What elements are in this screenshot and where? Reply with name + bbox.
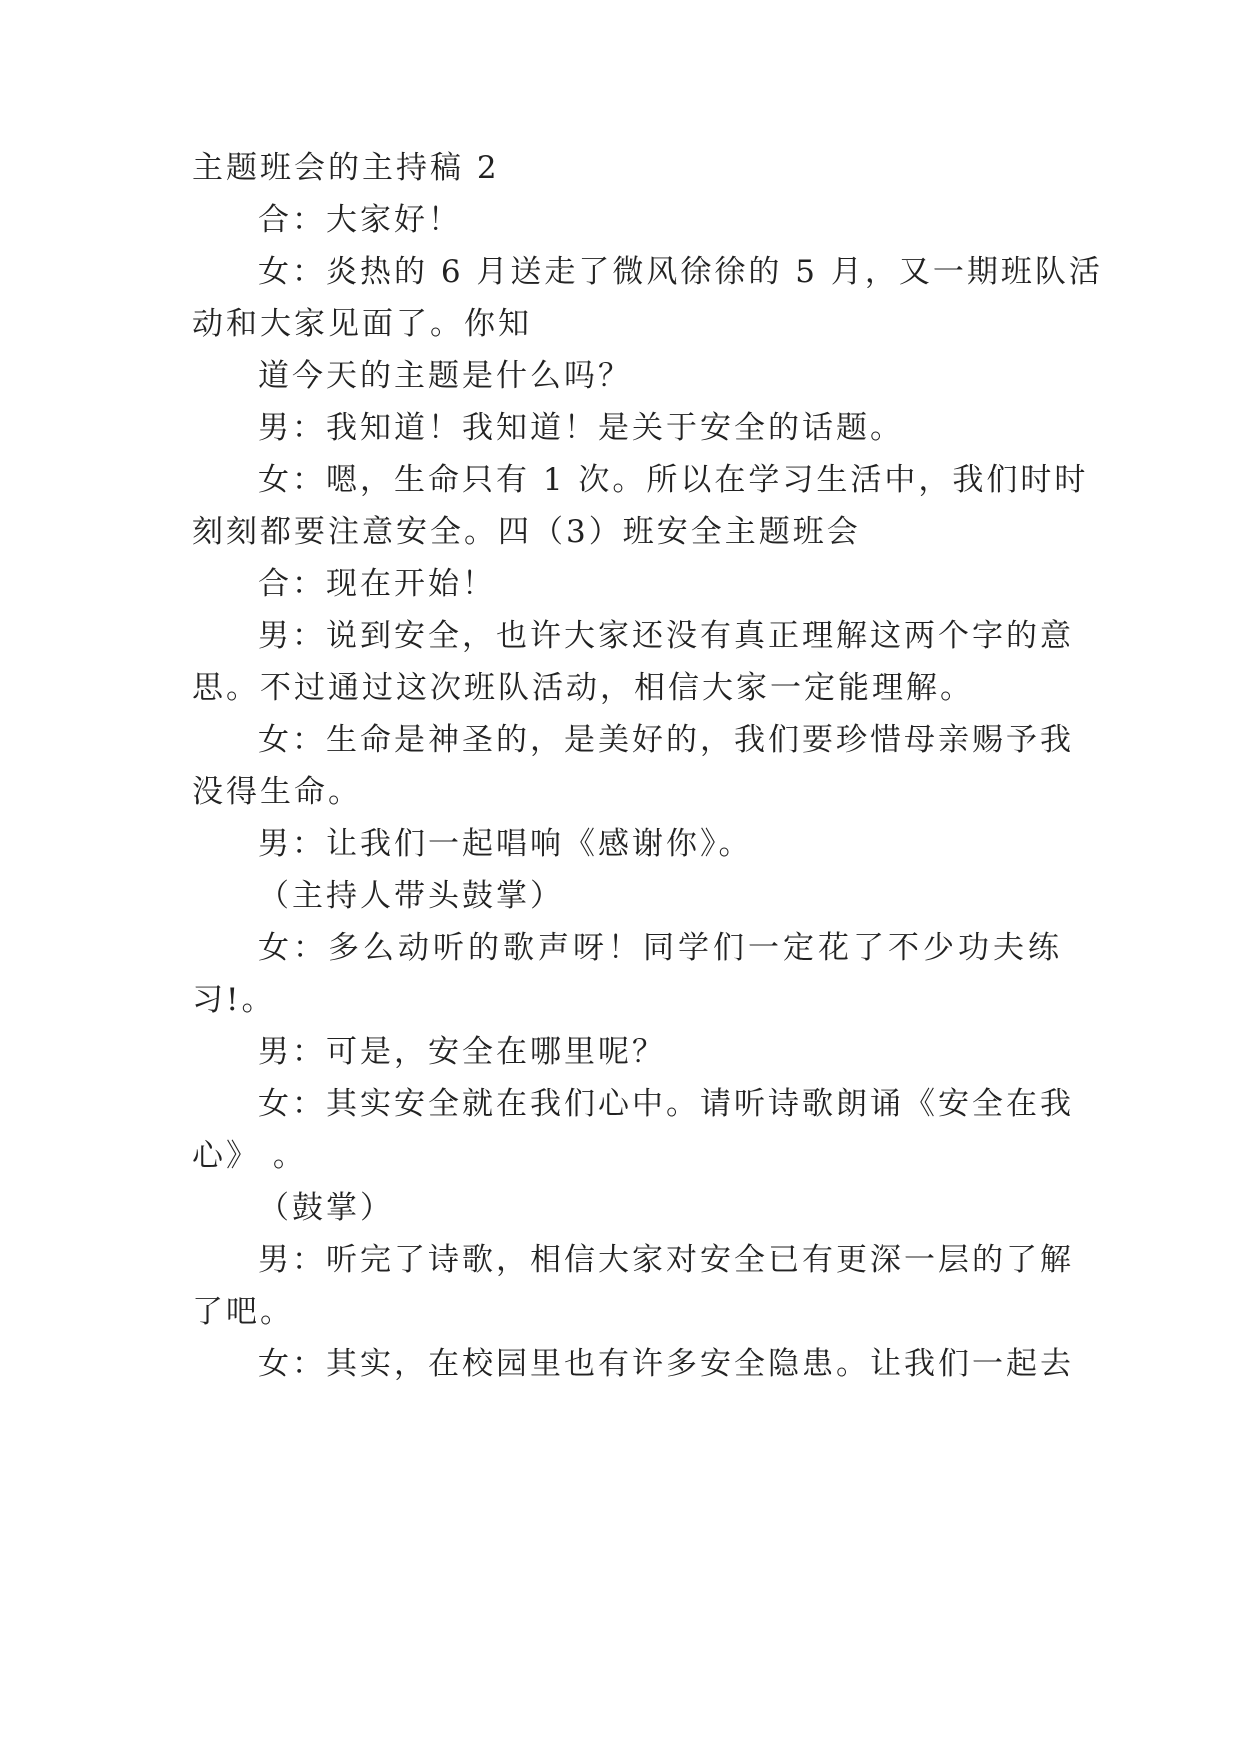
paragraph-line: 动和大家见面了。你知 xyxy=(192,306,532,342)
paragraph-line: （主持人带头鼓掌） xyxy=(258,878,564,914)
paragraph-line: 没得生命。 xyxy=(192,774,362,810)
paragraph-line: 合：现在开始！ xyxy=(258,566,496,602)
paragraph-line: 男：我知道！我知道！是关于安全的话题。 xyxy=(258,410,904,446)
paragraph-line: 男：让我们一起唱响《感谢你》。 xyxy=(258,826,753,862)
paragraph-line: 心》 。 xyxy=(192,1138,307,1174)
paragraph-line: 男：可是，安全在哪里呢？ xyxy=(258,1034,666,1070)
paragraph-line: 刻刻都要注意安全。四（3）班安全主题班会 xyxy=(192,514,861,550)
paragraph-line: 女：生命是神圣的，是美好的，我们要珍惜母亲赐予我 xyxy=(258,722,1074,758)
document-title: 主题班会的主持稿 2 xyxy=(192,150,500,186)
paragraph-line: 女：其实，在校园里也有许多安全隐患。让我们一起去 xyxy=(258,1346,1074,1382)
paragraph-line: 女：其实安全就在我们心中。请听诗歌朗诵《安全在我 xyxy=(258,1086,1074,1122)
paragraph-line: 思。不过通过这次班队活动，相信大家一定能理解。 xyxy=(192,670,974,706)
paragraph-line: 了吧。 xyxy=(192,1294,294,1330)
paragraph-line: 女：嗯，生命只有 1 次。所以在学习生活中，我们时时 xyxy=(258,462,1089,498)
paragraph-line: 道今天的主题是什么吗？ xyxy=(258,358,632,394)
paragraph-line: 男：说到安全，也许大家还没有真正理解这两个字的意 xyxy=(258,618,1074,654)
paragraph-line: 习!。 xyxy=(192,982,276,1018)
paragraph-line: 合：大家好！ xyxy=(258,202,462,238)
paragraph-line: 女：炎热的 6 月送走了微风徐徐的 5 月，又一期班队活 xyxy=(258,254,1103,290)
paragraph-line: （鼓掌） xyxy=(258,1190,394,1226)
paragraph-line: 女：多么动听的歌声呀！同学们一定花了不少功夫练 xyxy=(258,930,1062,966)
paragraph-line: 男：听完了诗歌，相信大家对安全已有更深一层的了解 xyxy=(258,1242,1074,1278)
